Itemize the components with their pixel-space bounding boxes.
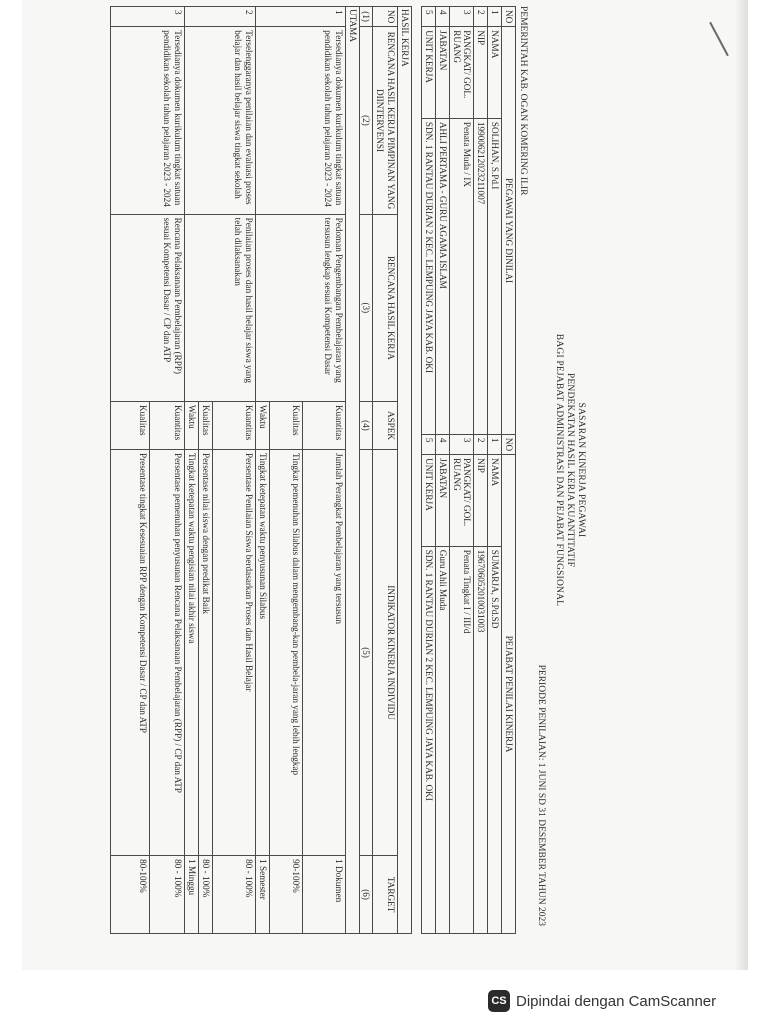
field-value: Penata Muda / IX [449, 118, 474, 434]
col-number: (1) [359, 7, 373, 27]
field-value: AHLI PERTAMA - GURU AGAMA ISLAM [435, 118, 449, 434]
table-row [449, 7, 474, 934]
aspect: Kualitas [198, 402, 212, 450]
field-value: SUMARJA, S.Pd.SD [488, 546, 502, 933]
indicator: Tingkat ketepatan waktu pengisian nilai akhir siswa [185, 449, 199, 855]
row-number: 3 [449, 7, 474, 27]
field-value: SOLIHAN, S.Pd.I [488, 118, 502, 434]
aspect: Kuantitas [212, 402, 255, 450]
government-name: PEMERINTAH KAB. OGAN KOMERING ILIR [518, 6, 528, 196]
field-value: SDN. 1 RANTAU DURIAN 2 KEC. LEMPUING JAYA KAB. OKI [421, 546, 435, 933]
leader-plan: Tersedianya dokumen kurikulum tingkat satuan pendidikan sekolah tahun pelajaran 2023 - 2024 [111, 27, 185, 214]
target: 1 Minggu [185, 856, 199, 934]
table-row [435, 7, 449, 934]
col-number: (6) [359, 856, 373, 934]
row-number: 3 [111, 7, 185, 27]
target: 90-100% [269, 856, 302, 934]
row-number: 5 [421, 434, 435, 454]
row-number: 1 [488, 434, 502, 454]
work-plan: Rencana Pelaksanaan Pembelajaran (RPP) sesuai Kompetensi Dasar / CP dan ATP [111, 214, 185, 401]
col-number: (2) [359, 27, 373, 214]
field-value: Penata Tingkat I / III/d [449, 546, 474, 933]
indicator: Tingkat pemenuhan Silabus dalam mengembang-kan pembela-jaran yang lebih lengkap [269, 449, 302, 855]
target: 1 Dokumen [302, 856, 345, 934]
row-number: 4 [435, 7, 449, 27]
table-row [421, 7, 435, 934]
row-number: 1 [488, 7, 502, 27]
indicator: Persentase Penilaian Siswa berdasarkan Proses dan Hasil Belajar [212, 449, 255, 855]
target: 80 - 100% [212, 856, 255, 934]
col-header: RENCANA HASIL KERJA PIMPINAN YANG DIINTERVENSI [373, 27, 398, 214]
row-number: 5 [421, 7, 435, 27]
indicator: Presentase tingkat Kesesuaian RPP dengan Kompetensi Dasar / CP dan ATP [111, 449, 150, 855]
aspect: Waktu [255, 402, 269, 450]
row-number: 2 [474, 434, 488, 454]
aspect: Kualitas [269, 402, 302, 450]
title-line-1: SASARAN KINERJA PEGAWAI [576, 402, 586, 538]
field-value: SDN. 1 RANTAU DURIAN 2 KEC. LEMPUING JAYA KAB. OKI [421, 118, 435, 434]
field-label: UNIT KERJA [421, 27, 435, 119]
row-number: 1 [255, 7, 345, 27]
field-label: NIP [474, 455, 488, 547]
target: 80 - 100% [198, 856, 212, 934]
field-value: 196706052010031003 [474, 546, 488, 933]
table-row [302, 7, 345, 934]
section-utama: UTAMA [345, 7, 359, 934]
col-number: (5) [359, 449, 373, 855]
work-plan: Penilaian proses dan hasil belajar siswa yang telah dilaksanakan [185, 214, 256, 401]
col-number: (3) [359, 214, 373, 401]
row-number: 4 [435, 434, 449, 454]
indicator: Jumlah Perangkat Pembelajaran yang tersusun [302, 449, 345, 855]
field-value: Guru Ahli Muda [435, 546, 449, 933]
leader-plan: Tersedianya dokumen kurikulum tingkat satuan pendidikan sekolah tahun pelajaran 2023 - 2024 [255, 27, 345, 214]
indicator: Tingkat ketepatan waktu penyusunan Silabus [255, 449, 269, 855]
field-label: JABATAN [435, 455, 449, 547]
col-header: INDIKATOR KINERJA INDIVIDU [373, 449, 398, 855]
target: 80 - 100% [150, 856, 185, 934]
leader-plan: Terselenggaranya penilaian dan evaluasi proses belajar dan hasil belajar siswa tingkat sekolah [185, 27, 256, 214]
table-row [150, 7, 185, 934]
col-no-header-right: NO [502, 434, 516, 454]
scanner-text: Dipindai dengan CamScanner [516, 992, 717, 1010]
work-plan: Pedoman Pengembangan Pembelajaran yang tersusun lengkap sesuai Kompetensi Dasar [255, 214, 345, 401]
section-title: HASIL KERJA [398, 7, 412, 934]
assessment-period: PERIODE PENILAIAN: 1 JUNI SD 31 DESEMBER TAHUN 2023 [536, 664, 546, 926]
table-row [212, 7, 255, 934]
field-value: 199006212023211007 [474, 118, 488, 434]
col-number: (4) [359, 402, 373, 450]
scanner-watermark [488, 990, 716, 1012]
table-row [488, 7, 502, 934]
evaluated-employee-header: PEGAWAI YANG DINILAI [502, 27, 516, 435]
indicator: Persentase nilai siswa dengan predikat Baik [198, 449, 212, 855]
employee-table [421, 6, 516, 934]
field-label: PANGKAT/ GOL. RUANG [449, 455, 474, 547]
title-line-2: PENDEKATAN HASIL KERJA KUANTITATIF [564, 372, 575, 568]
target: 80-100% [111, 856, 150, 934]
field-label: PANGKAT/ GOL. RUANG [449, 27, 474, 119]
field-label: NAMA [488, 455, 502, 547]
field-label: UNIT KERJA [421, 455, 435, 547]
work-results-table [110, 6, 412, 934]
row-number: 2 [474, 7, 488, 27]
indicator: Persentase pemenuhan penyusunan Rencana Pelaksanaan Pembelajaran (RPP) / CP dan ATP [150, 449, 185, 855]
aspect: Kualitas [111, 402, 150, 450]
camscanner-logo-icon: CS [488, 990, 510, 1012]
field-label: JABATAN [435, 27, 449, 119]
target: 1 Semester [255, 856, 269, 934]
field-label: NAMA [488, 27, 502, 119]
row-number: 2 [185, 7, 256, 27]
aspect: Waktu [185, 402, 199, 450]
aspect: Kuantitas [150, 402, 185, 450]
title-line-3: BAGI PEJABAT ADMINISTRASI DAN PEJABAT FUNGSIONAL [553, 333, 564, 607]
row-number: 3 [449, 434, 474, 454]
field-label: NIP [474, 27, 488, 119]
col-header: RENCANA HASIL KERJA [373, 214, 398, 401]
col-no-header: NO [502, 7, 516, 27]
table-row [474, 7, 488, 934]
paper-edge-shadow [735, 0, 748, 970]
evaluator-header: PEJABAT PENILAI KINERJA [502, 455, 516, 934]
col-header: ASPEK [373, 402, 398, 450]
aspect: Kuantitas [302, 402, 345, 450]
col-header: NO [373, 7, 398, 27]
col-header: TARGET [373, 856, 398, 934]
